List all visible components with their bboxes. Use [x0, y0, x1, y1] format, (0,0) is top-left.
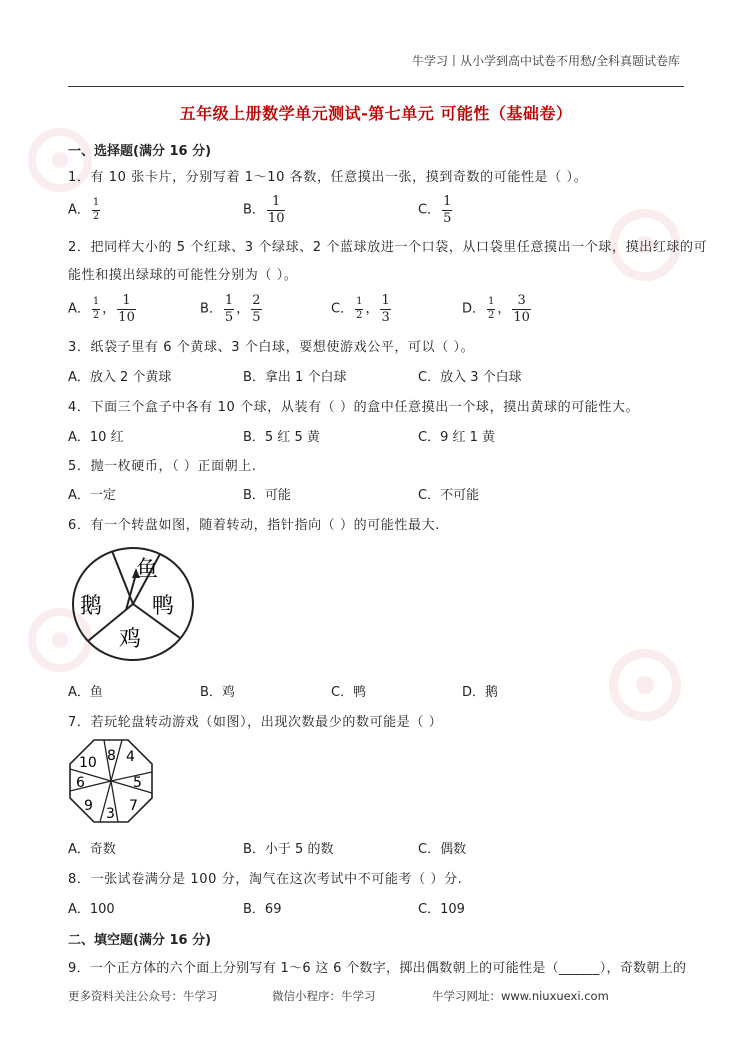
- wheel-divider: [111, 781, 152, 793]
- option-label: B．: [200, 301, 222, 317]
- q5-option-b: B．可能: [243, 488, 291, 503]
- q2-option-b: [200, 294, 264, 324]
- fraction-denominator: 5: [443, 210, 452, 226]
- fraction-numerator: 1: [122, 293, 131, 308]
- fraction-denominator: 2: [356, 309, 363, 321]
- fraction: [512, 294, 531, 324]
- fraction: [487, 297, 495, 321]
- question-2-line-1: 2．把同样大小的 5 个红球、3 个绿球、2 个蓝球放进一个口袋，从口袋里任意摸出一个球，摸出红球的可: [68, 240, 708, 255]
- footer-website: 牛学习网址：www.niuxuexi.com: [432, 989, 609, 1003]
- q8-option-a: A．100: [68, 902, 115, 917]
- q1-option-c: [418, 195, 454, 225]
- q2-option-d: [462, 294, 533, 324]
- wheel-number: 10: [79, 755, 97, 771]
- separator: ，: [497, 301, 511, 317]
- footer-wechat-account: 更多资料关注公众号：牛学习: [68, 989, 218, 1003]
- fraction-numerator: 1: [92, 197, 100, 208]
- separator: ，: [236, 301, 250, 317]
- fraction-numerator: 1: [92, 296, 100, 308]
- page-title: 五年级上册数学单元测试-第七单元 可能性（基础卷）: [179, 104, 573, 123]
- option-label: A．: [68, 301, 90, 317]
- q1-option-b: [243, 195, 287, 225]
- fraction-numerator: 1: [443, 194, 452, 209]
- q3-option-a: A．放入 2 个黄球: [68, 370, 172, 385]
- fraction-numerator: 1: [356, 296, 363, 308]
- wheel-number: 5: [133, 775, 142, 791]
- option-label: C．: [418, 202, 441, 218]
- separator: ，: [365, 301, 379, 317]
- fraction: [442, 195, 452, 225]
- option-label: D．: [462, 301, 486, 317]
- footer-mini-program: 微信小程序：牛学习: [272, 989, 376, 1003]
- header-tagline: 牛学习丨从小学到高中试卷不用愁/全科真题试卷库: [411, 54, 680, 68]
- fraction: [117, 294, 136, 324]
- number-wheel-diagram: [68, 738, 154, 824]
- fraction: [92, 297, 100, 321]
- fraction: [92, 198, 100, 222]
- fraction-denominator: 2: [92, 309, 100, 321]
- fraction-denominator: 10: [118, 309, 135, 325]
- header-divider: [68, 86, 684, 87]
- q5-option-c: C．不可能: [418, 488, 480, 503]
- q2-option-c: [331, 294, 393, 324]
- section-heading-choice: 一、选择题(满分 16 分): [68, 144, 212, 159]
- q6-option-b: B．鸡: [200, 685, 235, 700]
- question-7: 7．若玩轮盘转动游戏（如图），出现次数最少的数可能是（ ）: [68, 715, 443, 730]
- q7-option-c: C．偶数: [418, 842, 467, 857]
- question-2-line-2: 能性和摸出绿球的可能性分别为（ ）。: [68, 268, 298, 283]
- q8-option-b: B．69: [243, 902, 282, 917]
- fraction-numerator: 1: [488, 296, 495, 308]
- wheel-number: 3: [106, 806, 115, 822]
- fraction: [224, 294, 234, 324]
- option-label: C．: [331, 301, 354, 317]
- q4-option-c: C．9 红 1 黄: [418, 430, 496, 445]
- question-3: 3．纸袋子里有 6 个黄球、3 个白球，要想使游戏公平，可以（ ）。: [68, 340, 475, 355]
- section-heading-fill-in: 二、填空题(满分 16 分): [68, 933, 212, 948]
- fraction-numerator: 1: [381, 293, 390, 308]
- option-label: B．: [243, 202, 265, 218]
- question-8: 8．一张试卷满分是 100 分，淘气在这次考试中不可能考（ ）分.: [68, 872, 463, 887]
- fraction-denominator: 3: [381, 309, 390, 325]
- fraction-denominator: 2: [92, 210, 100, 222]
- question-4: 4．下面三个盒子中各有 10 个球，从装有（ ）的盒中任意摸出一个球，摸出黄球的可能性大。: [68, 400, 640, 415]
- q6-option-c: C．鸭: [331, 685, 367, 700]
- fraction: [267, 195, 286, 225]
- separator: ，: [102, 301, 116, 317]
- q7-option-a: A．奇数: [68, 842, 116, 857]
- spinner-diagram: [70, 546, 196, 666]
- spinner-label-left: 鹅: [80, 594, 103, 619]
- q3-option-b: B．拿出 1 个白球: [243, 370, 347, 385]
- fraction-denominator: 2: [488, 309, 495, 321]
- q7-option-b: B．小于 5 的数: [243, 842, 334, 857]
- fraction-numerator: 3: [517, 293, 526, 308]
- fraction: [380, 294, 390, 324]
- spinner-label-bottom: 鸡: [119, 627, 142, 652]
- wheel-number: 9: [84, 798, 93, 814]
- option-label: A．: [68, 202, 90, 218]
- question-9: 9．一个正方体的六个面上分别写有 1～6 这 6 个数字，掷出偶数朝上的可能性是（______），奇数朝上的: [68, 961, 687, 976]
- q2-option-a: [68, 294, 138, 324]
- wheel-number: 8: [107, 748, 116, 764]
- fraction-denominator: 5: [224, 309, 234, 325]
- fraction: [251, 294, 261, 324]
- fraction: [355, 297, 363, 321]
- question-6: 6．有一个转盘如图，随着转动，指针指向（ ）的可能性最大.: [68, 518, 440, 533]
- wheel-number: 7: [129, 798, 138, 814]
- spinner-label-top: 鱼: [136, 557, 159, 582]
- fraction-numerator: 1: [224, 293, 234, 308]
- q6-option-d: D．鹅: [462, 685, 499, 700]
- fraction-denominator: 10: [267, 210, 285, 226]
- fraction-numerator: 1: [272, 194, 281, 209]
- question-1: 1．有 10 张卡片，分别写着 1～10 各数，任意摸出一张，摸到奇数的可能性是（ ）。: [68, 170, 588, 185]
- fraction-numerator: 2: [252, 293, 261, 308]
- q3-option-c: C．放入 3 个白球: [418, 370, 522, 385]
- watermark-logo: [600, 640, 690, 730]
- wheel-number: 4: [126, 749, 135, 765]
- watermark-logo: [20, 120, 100, 200]
- wheel-number: 6: [76, 775, 85, 791]
- q8-option-c: C．109: [418, 902, 465, 917]
- fraction-denominator: 5: [252, 309, 261, 325]
- q5-option-a: A．一定: [68, 488, 116, 503]
- q4-option-b: B．5 红 5 黄: [243, 430, 320, 445]
- fraction-denominator: 10: [513, 309, 530, 325]
- q1-option-a: [68, 198, 102, 222]
- q4-option-a: A．10 红: [68, 430, 124, 445]
- q6-option-a: A．鱼: [68, 685, 103, 700]
- question-5: 5．抛一枚硬币，（ ）正面朝上.: [68, 459, 257, 474]
- spinner-label-right: 鸭: [152, 594, 175, 619]
- wheel-divider: [111, 772, 152, 781]
